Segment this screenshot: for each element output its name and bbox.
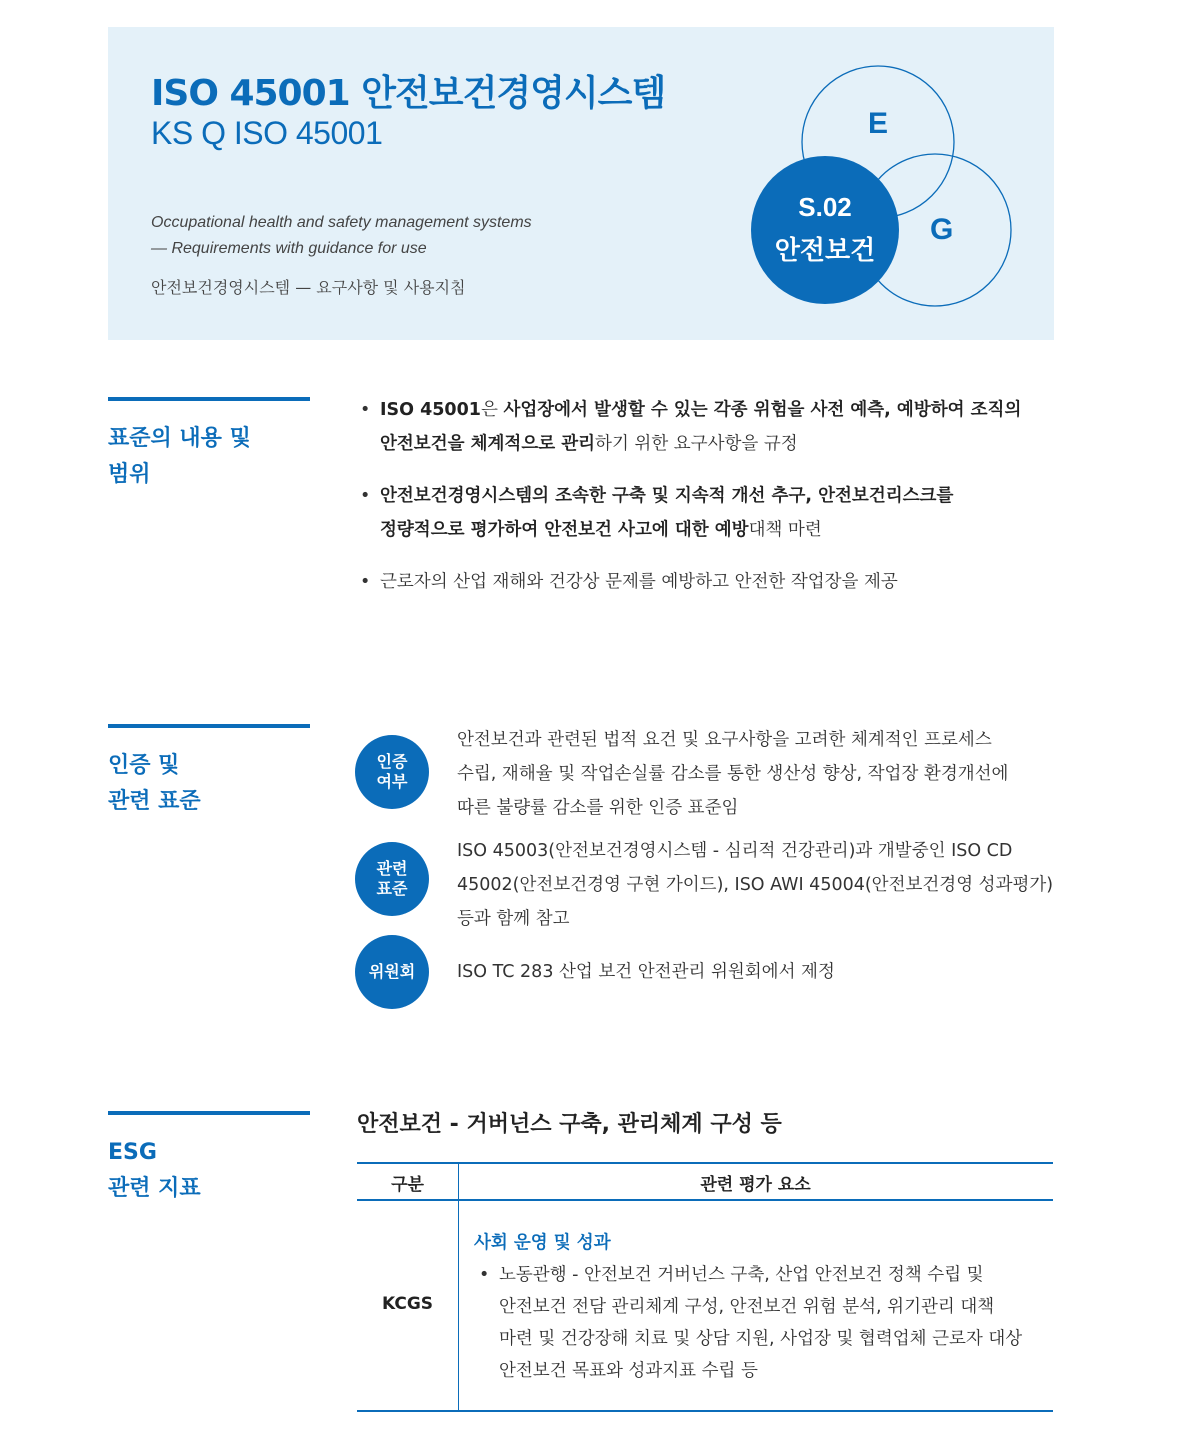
scope-bullet-list	[358, 393, 1078, 617]
venn-s-name: 안전보건	[774, 236, 876, 266]
section-label-esg: ESG 관련 지표	[108, 1111, 310, 1207]
venn-circles	[108, 27, 1054, 340]
list-item: • 근로자의 산업 재해와 건강상 문제를 예방하고 안전한 작업장을 제공	[358, 565, 1078, 599]
esg-section-title: 안전보건 - 거버넌스 구축, 관리체계 구성 등	[357, 1112, 782, 1137]
venn-label-g: G	[930, 213, 954, 246]
table-header-border	[357, 1199, 1053, 1201]
table-bottom-border	[357, 1410, 1053, 1412]
list-item: • 안전보건경영시스템의 조속한 구축 및 지속적 개선 추구, 안전보건리스크를 정량적으로 평가하여 안전보건 사고에 대한 예방대책 마련	[358, 479, 1078, 547]
section-label-certification: 인증 및 관련 표준	[108, 724, 310, 820]
table-top-border	[357, 1162, 1053, 1164]
cert-text-certification: 안전보건과 관련된 법적 요건 및 요구사항을 고려한 체계적인 프로세스 수립, 재해율 및 작업손실률 감소를 통한 생산성 향상, 작업장 환경개선에 따른 불량률 감소를 위한 인증 표준임	[457, 730, 1009, 818]
standard-code: KS Q ISO 45001	[151, 115, 383, 151]
table-row-label: KCGS	[381, 1294, 434, 1314]
list-item: • ISO 45001은 사업장에서 발생할 수 있는 각종 위험을 사전 예측, 예방하여 조직의 안전보건을 체계적으로 관리하기 위한 요구사항을 규정	[358, 393, 1078, 461]
esg-venn-diagram	[108, 27, 1054, 340]
venn-label-e: E	[868, 107, 889, 140]
header-banner	[108, 27, 1054, 340]
korean-description: 안전보건경영시스템 — 요구사항 및 사용지침	[151, 278, 466, 297]
badge-certification: 인증 여부	[355, 735, 429, 809]
table-header-elements: 관련 평가 요소	[700, 1175, 811, 1195]
badge-committee: 위원회	[355, 935, 429, 1009]
section-label-scope: 표준의 내용 및 범위	[108, 397, 310, 493]
table-category-title: 사회 운영 및 성과	[474, 1233, 611, 1253]
badge-related-standards: 관련 표준	[355, 842, 429, 916]
cert-text-related-standards: ISO 45003(안전보건경영시스템 - 심리적 건강관리)과 개발중인 ISO CD 45002(안전보건경영 구현 가이드), ISO AWI 45004(안전보건경영 성과평가) 등과 함께 참고	[457, 841, 1054, 929]
cert-text-committee: ISO TC 283 산업 보건 안전관리 위원회에서 제정	[457, 962, 835, 982]
table-column-divider	[458, 1162, 459, 1412]
table-header-category: 구분	[391, 1175, 424, 1195]
venn-s-code: S.02	[798, 192, 852, 222]
page-title: ISO 45001 안전보건경영시스템	[151, 73, 666, 114]
esg-indicator-table	[357, 1162, 1053, 1413]
table-description: • 노동관행 - 안전보건 거버넌스 구축, 산업 안전보건 정책 수립 및 안전보건 전담 관리체계 구성, 안전보건 위험 분석, 위기관리 대책 마련 및 건강장해 치료 및 상담 지원, 사업장 및 협력업체 근로자 대상 안전보건 목표와 성과지표 수립 등	[477, 1259, 1022, 1387]
english-title-line2: — Requirements with guidance for use	[151, 240, 427, 257]
english-title-line1: Occupational health and safety management systems	[151, 214, 532, 231]
